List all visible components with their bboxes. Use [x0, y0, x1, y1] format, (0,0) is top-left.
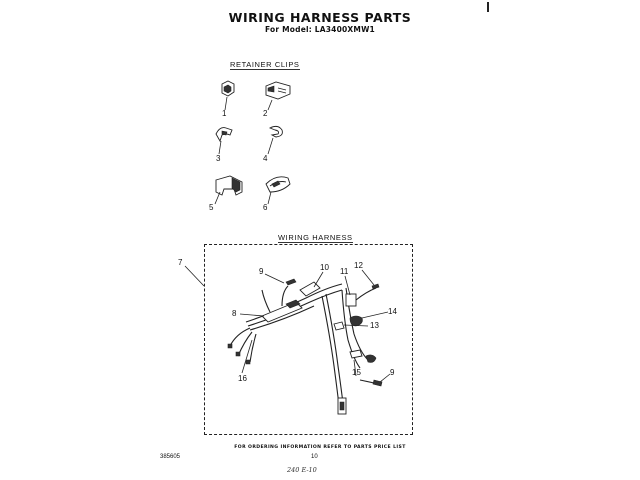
handwritten-note: 240 E-10	[287, 466, 317, 474]
callout-5: 5	[209, 203, 214, 212]
callout-6: 6	[263, 203, 268, 212]
callout-16: 16	[238, 374, 247, 383]
callout-3: 3	[216, 154, 221, 163]
callout-14: 14	[388, 307, 397, 316]
callout-15: 15	[352, 368, 361, 377]
callout-11: 11	[340, 267, 349, 276]
callout-9-lower: 9	[390, 368, 395, 377]
leader-7	[185, 266, 204, 286]
retainer-clip-3	[216, 128, 232, 154]
callout-9-upper: 9	[259, 267, 264, 276]
model-subtitle: For Model: LA3400XMW1	[265, 25, 375, 34]
page-title: WIRING HARNESS PARTS	[228, 10, 412, 25]
callout-13: 13	[370, 321, 379, 330]
ordering-info-note: FOR ORDERING INFORMATION REFER TO PARTS PRICE LIST	[234, 445, 406, 450]
retainer-clip-5	[215, 176, 242, 204]
callout-8: 8	[232, 309, 237, 318]
retainer-clip-4	[268, 126, 282, 154]
retainer-clip-1	[222, 81, 234, 110]
callout-1: 1	[222, 109, 227, 118]
retainer-clip-2	[266, 82, 290, 110]
callout-7: 7	[178, 258, 183, 267]
document-number: 385605	[160, 454, 181, 460]
callout-10: 10	[320, 263, 329, 272]
callout-2: 2	[263, 109, 268, 118]
callout-12: 12	[354, 261, 363, 270]
retainer-clip-6	[266, 177, 290, 204]
page-number: 10	[311, 454, 318, 460]
wiring-harness-heading: WIRING HARNESS	[278, 233, 353, 242]
callout-4: 4	[263, 154, 268, 163]
wiring-harness-assembly	[228, 279, 382, 414]
retainer-clips-heading: RETAINER CLIPS	[230, 60, 300, 69]
